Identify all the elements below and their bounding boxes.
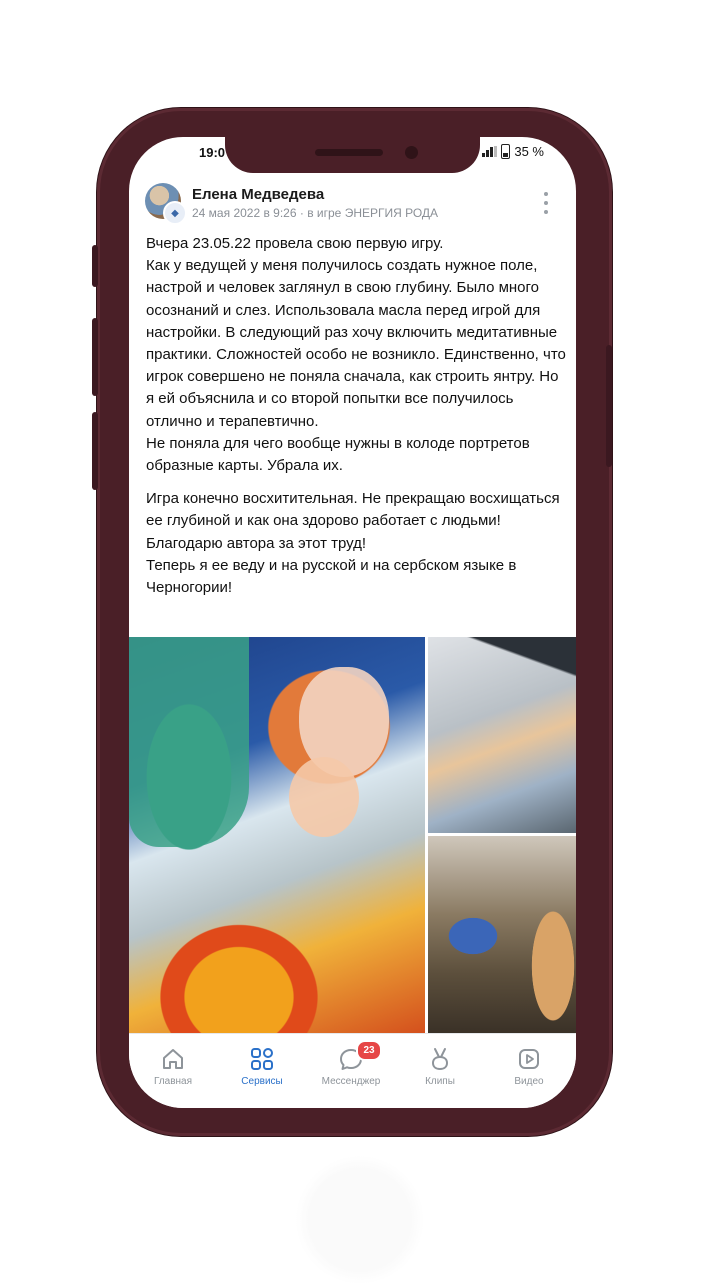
home-button-shadow	[295, 1155, 425, 1285]
video-icon	[516, 1046, 542, 1072]
tab-label: Главная	[153, 1076, 193, 1087]
battery-percent: 35 %	[514, 144, 544, 159]
tab-video[interactable]	[494, 1046, 564, 1087]
post-meta	[192, 206, 438, 220]
signal-icon	[482, 146, 497, 157]
community-badge-icon: ◆	[163, 201, 187, 225]
meta-separator: ·	[299, 206, 304, 220]
post-text	[146, 233, 566, 610]
front-camera	[405, 146, 418, 159]
tab-label: Мессенджер	[321, 1076, 381, 1087]
photo-artwork[interactable]	[129, 637, 425, 1033]
more-options-icon[interactable]	[542, 192, 550, 214]
phone-side-button-left-3	[92, 412, 98, 490]
artwork-hand-shape	[129, 637, 249, 847]
photo-game-session[interactable]	[428, 836, 576, 1033]
phone-notch	[225, 137, 480, 173]
phone-side-button-left-1	[92, 245, 98, 287]
speaker-grille	[315, 149, 383, 156]
status-indicators	[482, 144, 544, 159]
tab-clips[interactable]	[405, 1046, 475, 1087]
photo-cards-on-table[interactable]	[428, 637, 576, 833]
phone-screen	[129, 137, 576, 1108]
post-paragraph: Игра конечно восхитительная. Не прекращаю восхищаться ее глубиной и как она здорово работает с людьми! Благодарю автора за этот труд! Теперь я ее веду и на русской и на сербском языке в Черногории!	[146, 490, 560, 597]
clips-icon	[427, 1046, 453, 1072]
post-photos	[129, 637, 576, 1033]
tab-services[interactable]	[227, 1046, 297, 1087]
tab-messenger[interactable]	[316, 1046, 386, 1087]
bottom-tab-bar	[129, 1033, 576, 1108]
services-grid-icon	[249, 1046, 275, 1072]
battery-icon	[501, 144, 510, 159]
tab-home[interactable]	[138, 1046, 208, 1087]
tab-label: Сервисы	[241, 1076, 283, 1087]
post-source[interactable]: в игре ЭНЕРГИЯ РОДА	[307, 206, 439, 220]
home-icon	[160, 1046, 186, 1072]
post-header	[145, 183, 565, 227]
status-time: 19:0	[199, 145, 226, 160]
post-date[interactable]: 24 мая 2022 в 9:26	[192, 206, 297, 220]
post-author[interactable]: Елена Медведева	[192, 186, 325, 203]
post-paragraph: Вчера 23.05.22 провела свою первую игру. Как у ведущей у меня получилось создать нужное поле, настрой и человек заглянул в свою глубину. Было много осознаний и слез. Использовала масла перед игрой для настройки. В следующий раз хочу включить медитативные практики. Сложностей особо не возникло. Единственно, что игрок совершено не поняла сначала, как строить янтру. Но я ей объяснила и со второй попытки все получилось отлично и терапевтично. Не поняла для чего вообще нужны в колоде портретов образные карты. Убрала их.	[146, 235, 566, 475]
artwork-child-shape	[289, 757, 359, 837]
tab-label: Клипы	[425, 1076, 455, 1087]
phone-side-button-right	[606, 345, 612, 467]
tab-label: Видео	[514, 1076, 544, 1087]
unread-badge: 23	[356, 1040, 382, 1061]
phone-side-button-left-2	[92, 318, 98, 396]
